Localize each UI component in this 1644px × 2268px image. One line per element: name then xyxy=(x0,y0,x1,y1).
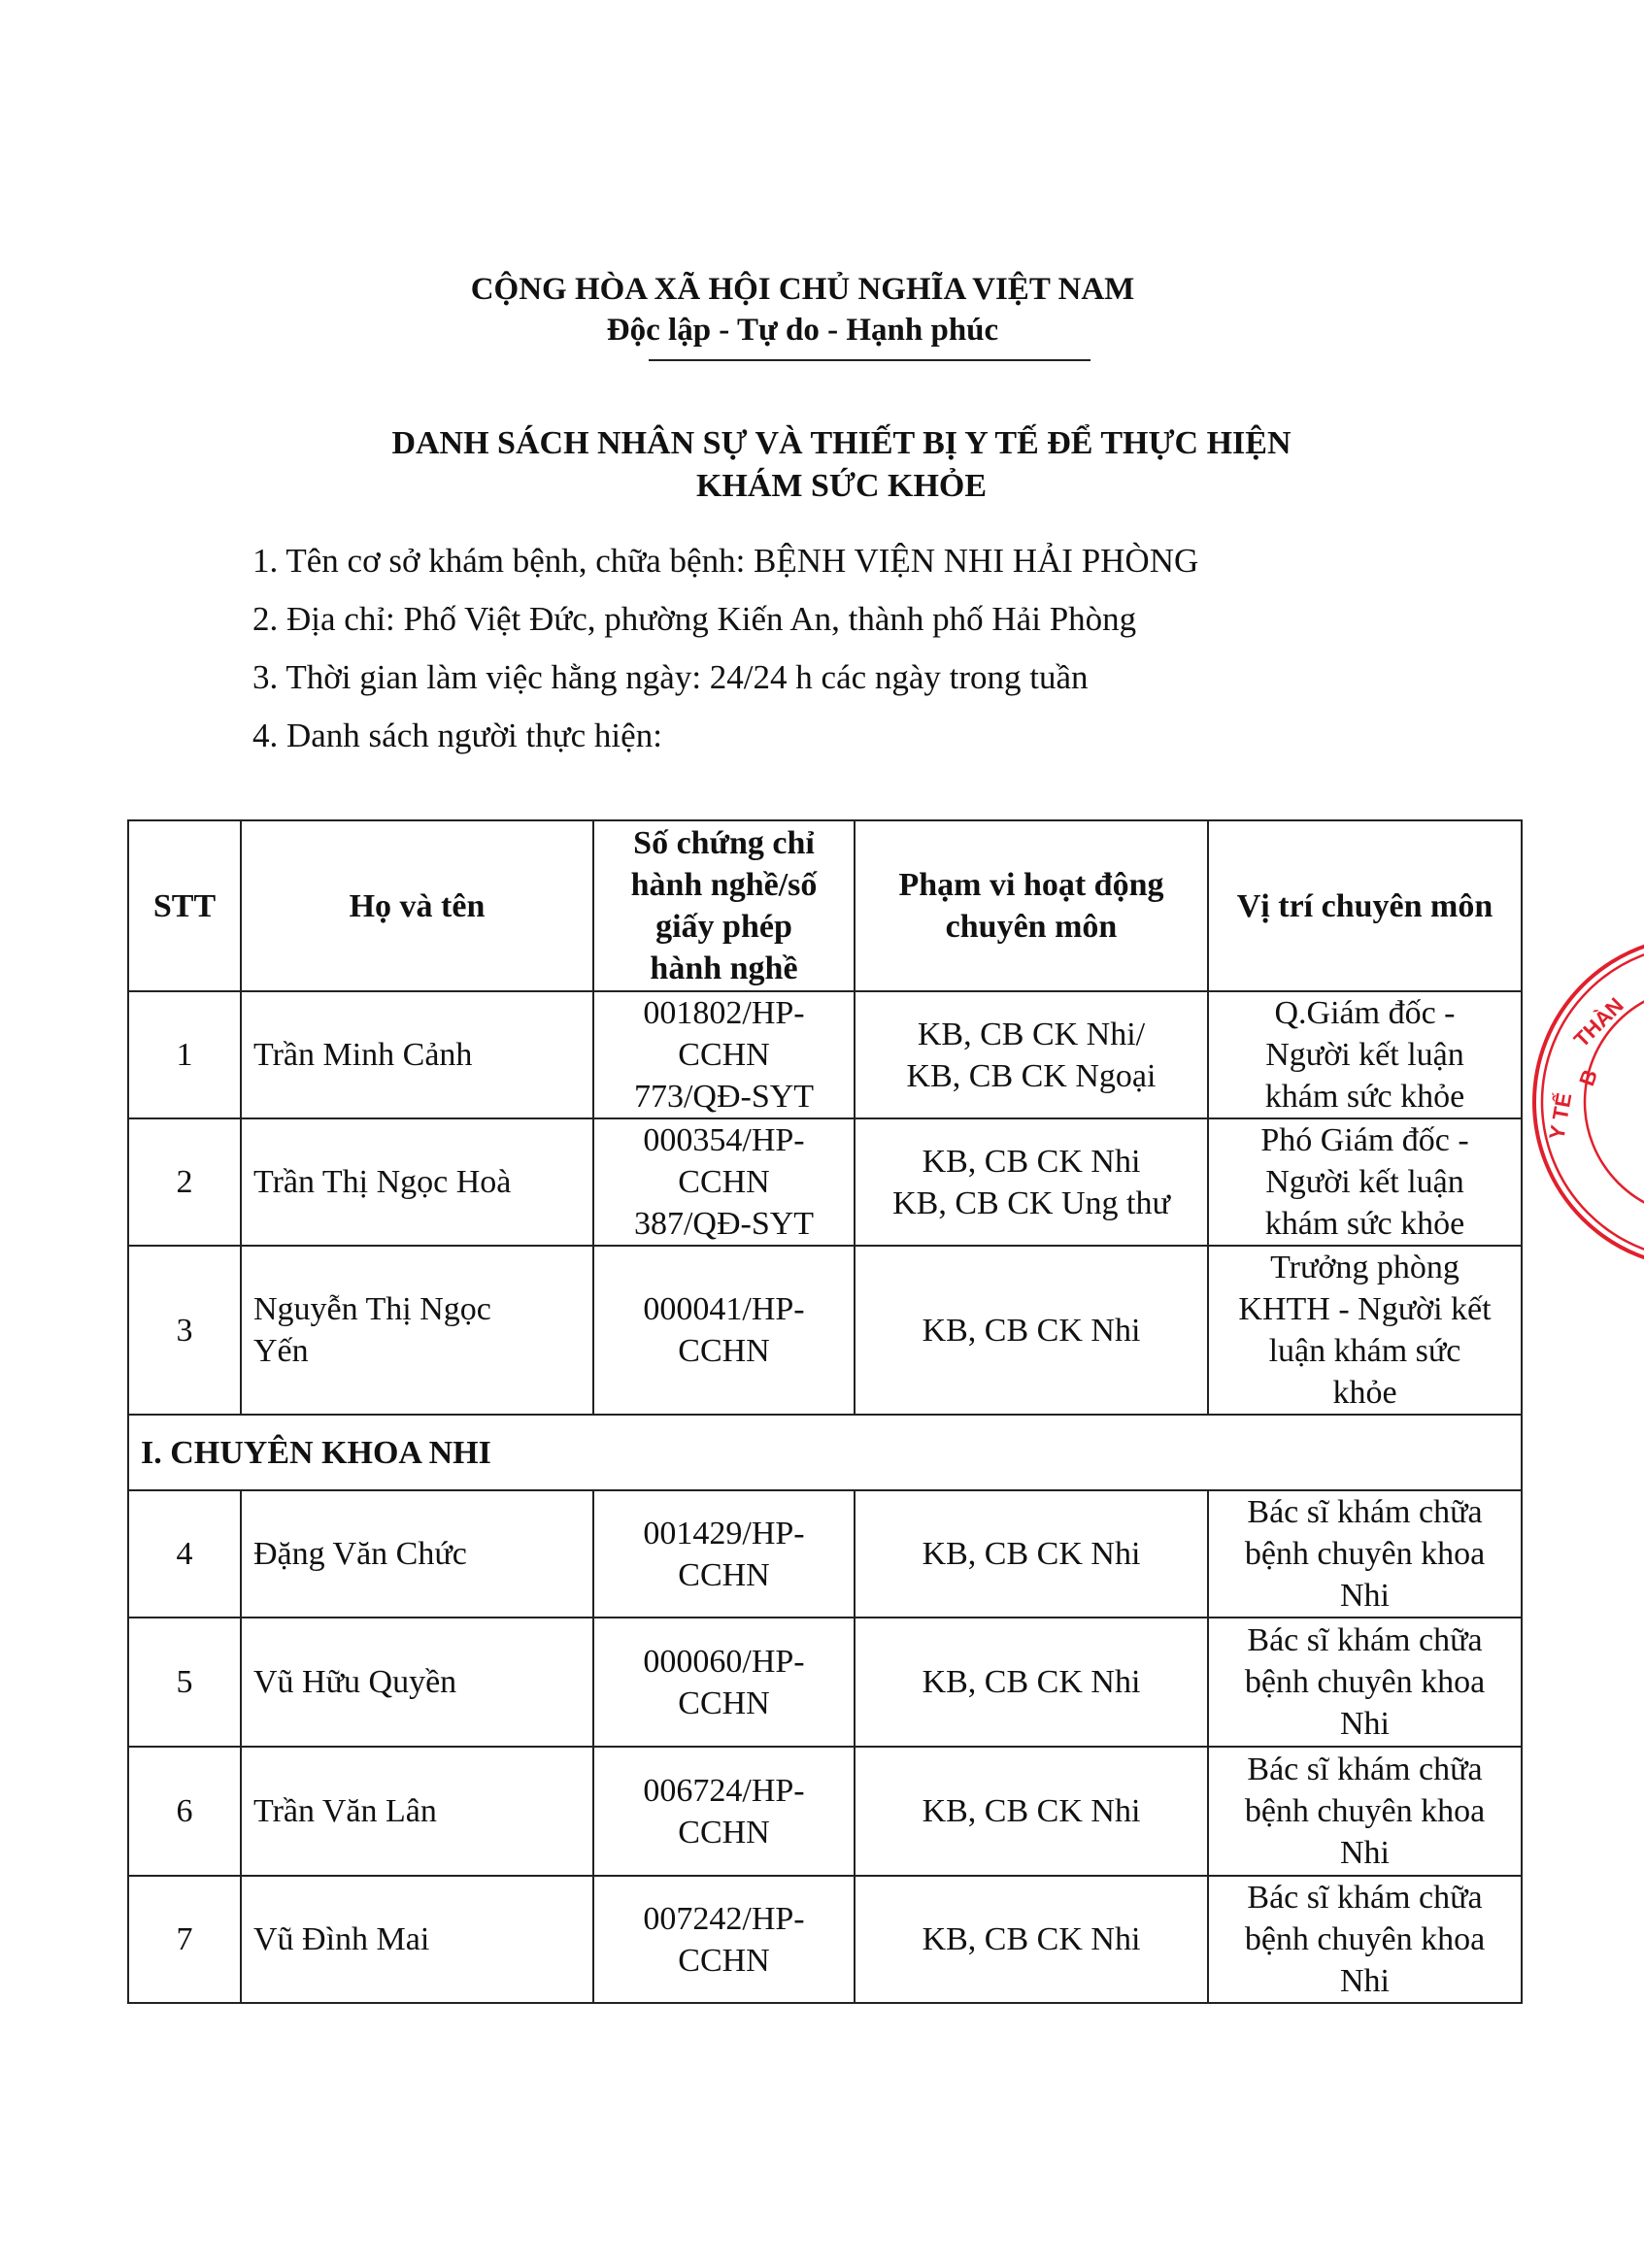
info-staff-list: 4. Danh sách người thực hiện: xyxy=(252,717,662,754)
cell-position: Bác sĩ khám chữa bệnh chuyên khoa Nhi xyxy=(1208,1490,1522,1618)
cell-position: Bác sĩ khám chữa bệnh chuyên khoa Nhi xyxy=(1208,1747,1522,1876)
cell-stt: 7 xyxy=(128,1876,241,2003)
table-row xyxy=(128,1618,1522,1747)
cell-stt: 3 xyxy=(128,1246,241,1415)
section-row xyxy=(128,1415,1522,1490)
cell-name: Trần Thị Ngọc Hoà xyxy=(241,1118,593,1246)
document-title-line2: KHÁM SỨC KHỎE xyxy=(695,468,988,504)
cell-name: Nguyễn Thị Ngọc Yến xyxy=(241,1246,593,1415)
info-facility: 1. Tên cơ sở khám bệnh, chữa bệnh: BỆNH VIỆN NHI HẢI PHÒNG xyxy=(252,542,1199,580)
cell-scope: KB, CB CK Nhi/ KB, CB CK Ngoại xyxy=(855,991,1208,1118)
cell-scope: KB, CB CK Nhi xyxy=(855,1747,1208,1876)
cell-name: Vũ Hữu Quyền xyxy=(241,1618,593,1747)
info-address: 2. Địa chỉ: Phố Việt Đức, phường Kiến An, thành phố Hải Phòng xyxy=(252,600,1137,638)
cell-license: 006724/HP- CCHN xyxy=(593,1747,855,1876)
national-title: CỘNG HÒA XÃ HỘI CHỦ NGHĨA VIỆT NAM xyxy=(470,272,1135,307)
cell-stt: 1 xyxy=(128,991,241,1118)
table-row xyxy=(128,991,1522,1118)
cell-position: Trưởng phòng KHTH - Người kết luận khám sức khỏe xyxy=(1208,1246,1522,1415)
staff-table xyxy=(127,819,1523,2004)
header-name: Họ và tên xyxy=(241,820,593,991)
cell-name: Trần Văn Lân xyxy=(241,1747,593,1876)
table-row xyxy=(128,1246,1522,1415)
official-stamp xyxy=(1515,971,1628,1243)
cell-scope: KB, CB CK Nhi xyxy=(855,1246,1208,1415)
cell-name: Vũ Đình Mai xyxy=(241,1876,593,2003)
header-stt: STT xyxy=(128,820,241,991)
table-row xyxy=(128,1490,1522,1618)
cell-position: Phó Giám đốc - Người kết luận khám sức khỏe xyxy=(1208,1118,1522,1246)
cell-name: Trần Minh Cảnh xyxy=(241,991,593,1118)
cell-position: Bác sĩ khám chữa bệnh chuyên khoa Nhi xyxy=(1208,1876,1522,2003)
cell-license: 007242/HP- CCHN xyxy=(593,1876,855,2003)
header-license: Số chứng chỉ hành nghề/số giấy phép hành nghề xyxy=(593,820,855,991)
cell-license: 000354/HP- CCHN 387/QĐ-SYT xyxy=(593,1118,855,1246)
cell-stt: 6 xyxy=(128,1747,241,1876)
motto-underline xyxy=(649,359,1090,361)
document-title-line1: DANH SÁCH NHÂN SỰ VÀ THIẾT BỊ Y TẾ ĐỂ THỰC HIỆN xyxy=(391,425,1292,461)
svg-text:THÀN: THÀN xyxy=(1568,992,1628,1052)
cell-scope: KB, CB CK Nhi xyxy=(855,1618,1208,1747)
cell-position: Q.Giám đốc - Người kết luận khám sức khỏe xyxy=(1208,991,1522,1118)
section-heading: I. CHUYÊN KHOA NHI xyxy=(128,1415,1522,1490)
table-row xyxy=(128,1747,1522,1876)
table-header-row xyxy=(128,820,1522,991)
header-position: Vị trí chuyên môn xyxy=(1208,820,1522,991)
cell-stt: 5 xyxy=(128,1618,241,1747)
cell-name: Đặng Văn Chức xyxy=(241,1490,593,1618)
cell-license: 000060/HP- CCHN xyxy=(593,1618,855,1747)
cell-license: 001429/HP- CCHN xyxy=(593,1490,855,1618)
cell-stt: 2 xyxy=(128,1118,241,1246)
cell-license: 000041/HP- CCHN xyxy=(593,1246,855,1415)
cell-scope: KB, CB CK Nhi xyxy=(855,1490,1208,1618)
table-row xyxy=(128,1118,1522,1246)
cell-scope: KB, CB CK Nhi xyxy=(855,1876,1208,2003)
cell-stt: 4 xyxy=(128,1490,241,1618)
cell-scope: KB, CB CK Nhi KB, CB CK Ung thư xyxy=(855,1118,1208,1246)
svg-text:B: B xyxy=(1574,1066,1603,1089)
info-hours: 3. Thời gian làm việc hằng ngày: 24/24 h các ngày trong tuần xyxy=(252,658,1089,696)
cell-position: Bác sĩ khám chữa bệnh chuyên khoa Nhi xyxy=(1208,1618,1522,1747)
motto: Độc lập - Tự do - Hạnh phúc xyxy=(606,313,999,348)
svg-text:Y TẾ: Y TẾ xyxy=(1544,1090,1577,1142)
cell-license: 001802/HP- CCHN 773/QĐ-SYT xyxy=(593,991,855,1118)
table-row xyxy=(128,1876,1522,2003)
header-scope: Phạm vi hoạt động chuyên môn xyxy=(855,820,1208,991)
